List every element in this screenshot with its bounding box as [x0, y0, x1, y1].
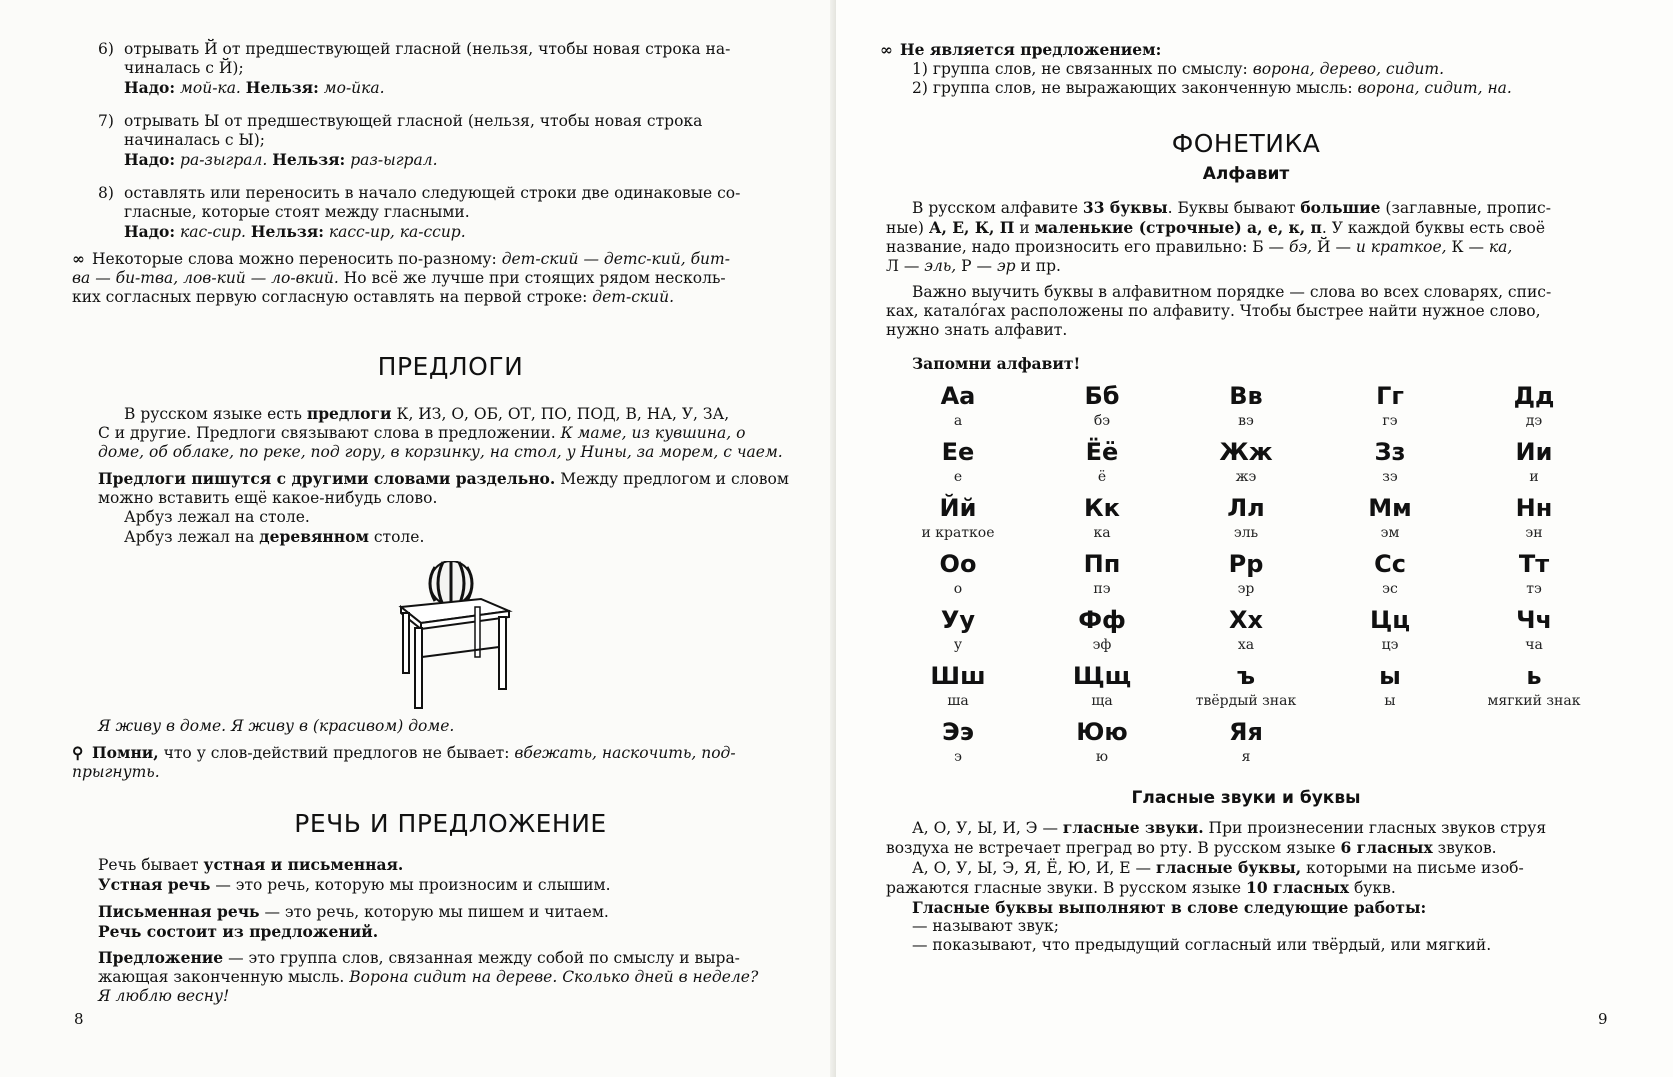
alphabet-letter: Ээ [942, 718, 974, 746]
alphabet-letter: Уу [940, 606, 976, 634]
sentence-definition: Предложение — это группа слов, связанная между собой по смыслу и выра- жающая законченную мысль. Ворона сидит на дереве. Сколько дней в неделе? Я люблю весну! [98, 948, 759, 1005]
alphabet-letter-name: зэ [1382, 469, 1398, 485]
alphabet-letter: Цц [1369, 606, 1411, 634]
alphabet-letter-name: е [953, 469, 963, 485]
rule-example: Надо: мой-ка. Нельзя: мо-йка. [124, 78, 385, 97]
rech-line: Речь состоит из предложений. [98, 922, 379, 941]
alphabet-letter-name: эм [1380, 525, 1400, 541]
alphabet-letter-name: ча [1525, 637, 1543, 653]
alphabet-cell [886, 661, 1030, 711]
section-title-fonetika: ФОНЕТИКА [1171, 129, 1321, 158]
alphabet-letter: Рр [1228, 550, 1264, 578]
alphabet-letter: Яя [1229, 718, 1263, 746]
alphabet-cell [1462, 437, 1606, 487]
alphabet-letter: Юю [1076, 718, 1128, 746]
predlogi-paragraph: В русском языке есть предлоги К, ИЗ, О, ОБ, ОТ, ПО, ПОД, В, НА, У, ЗА, [124, 404, 730, 423]
alphabet-cell [1174, 549, 1318, 599]
alphabet-order-paragraph: Важно выучить буквы в алфавитном порядке — слова во всех словарях, спис- ках, каталóгах расположены по алфавиту. Чтобы быстрее найти нужное слово, нужно знать алфавит. [886, 283, 1552, 339]
alphabet-cell [886, 381, 1030, 431]
alphabet-letter-name: ы [1384, 693, 1396, 709]
alphabet-letter-name: ща [1091, 693, 1113, 709]
alphabet-cell [1174, 717, 1318, 767]
alphabet-letter-name: эс [1382, 581, 1398, 597]
alphabet-letter: Хх [1229, 606, 1263, 634]
alphabet-letter-name: вэ [1238, 413, 1254, 429]
alphabet-letter-name: э [954, 749, 962, 765]
alphabet-letter: Дд [1513, 382, 1555, 410]
alphabet-letter-name: ю [1095, 749, 1109, 765]
alphabet-letter: Щщ [1072, 662, 1132, 690]
alphabet-letter: Мм [1368, 494, 1412, 522]
page-number: 8 [74, 1010, 84, 1028]
rech-line: Речь бывает устная и письменная. [98, 855, 404, 874]
page-number: 9 [1598, 1010, 1608, 1028]
alphabet-letter-name: бэ [1093, 413, 1111, 429]
alphabet-letter: Ии [1515, 438, 1553, 466]
alphabet-cell [1462, 549, 1606, 599]
alphabet-letter: Йй [939, 494, 977, 522]
alphabet-letter: Ее [941, 438, 975, 466]
alphabet-cell [1174, 605, 1318, 655]
not-sentence-head: ∞ Не является предложением: [880, 40, 1162, 59]
alphabet-letter-name: тэ [1526, 581, 1542, 597]
alphabet-letter-name: о [953, 581, 963, 597]
rech-line: Устная речь — это речь, которую мы произносим и слышим. [98, 875, 611, 894]
alphabet-letter-name: ха [1237, 637, 1255, 653]
alphabet-letter-name: твёрдый знак [1195, 693, 1297, 709]
right-column [880, 40, 1606, 955]
alphabet-cell [1174, 437, 1318, 487]
alphabet-letter-name: жэ [1235, 469, 1257, 485]
key-icon: ⚲ [72, 743, 84, 762]
alphabet-letter: Лл [1227, 494, 1265, 522]
rule-example: Надо: кас-сир. Нельзя: касс-ир, ка-ссир. [124, 222, 466, 241]
alphabet-letter-name: цэ [1381, 637, 1399, 653]
alphabet-cell [1030, 493, 1174, 543]
alphabet-paragraph-cont: ные) А, Е, К, П и маленькие (строчные) а, е, к, п. У каждой буквы есть своё название, надо произносить его правильно: Б — бэ, Й — и краткое, К — ка, Л — эль, Р — эр и пр. [886, 218, 1546, 275]
alphabet-letter: ь [1526, 662, 1542, 690]
alphabet-letter: Гг [1376, 382, 1404, 410]
vowel-sounds-paragraph: А, О, У, Ы, И, Э — гласные звуки. При произнесении гласных звуков струя [912, 818, 1547, 837]
example-line: Арбуз лежал на столе. [124, 508, 310, 526]
alphabet-letter-name: эн [1525, 525, 1543, 541]
alphabet-cell [1030, 717, 1174, 767]
remember-note: ⚲ Помни, что у слов-действий предлогов не бывает: вбежать, наскочить, под- прыгнуть. [72, 743, 736, 781]
alphabet-letter-name: гэ [1382, 413, 1398, 429]
example-line: Арбуз лежал на деревянном столе. [124, 527, 425, 546]
not-sentence-item: 1) группа слов, не связанных по смыслу: ворона, дерево, сидит. [912, 60, 1445, 78]
alphabet-cell [1462, 605, 1606, 655]
alphabet-cell [1030, 605, 1174, 655]
alphabet-letter-name: ё [1097, 469, 1107, 485]
alphabet-letter: Чч [1516, 606, 1552, 634]
hyphen-note: ∞ Некоторые слова можно переносить по-разному: дет-ский — детс-кий, бит- ва — би-тва, лов-кий — ло-вкий. Но всё же лучше при стоящих рядом несколь- ких согласных первую согласную оставлять на первой строке: дет-ский. [72, 249, 730, 306]
section-title-rech: РЕЧЬ И ПРЕДЛОЖЕНИЕ [294, 809, 607, 838]
predlogi-rule: Предлоги пишутся с другими словами раздельно. Между предлогом и словом можно вставить ещё какое-нибудь слово. [98, 469, 789, 507]
vowel-letters-paragraph-cont: ражаются гласные звуки. В русском языке 10 гласных букв. [886, 878, 1396, 897]
left-column [72, 40, 803, 1006]
alphabet-letter: ы [1379, 662, 1401, 690]
list-item: — показывают, что предыдущий согласный или твёрдый, или мягкий. [912, 936, 1492, 954]
alphabet-paragraph: В русском алфавите 33 буквы. Буквы бывают большие (заглавные, пропис- [912, 198, 1551, 217]
alphabet-letter-name: ша [947, 693, 969, 709]
alphabet-letter: Пп [1083, 550, 1121, 578]
alphabet-cell [1174, 493, 1318, 543]
alphabet-letter-name: эф [1092, 637, 1112, 653]
alphabet-cell [886, 605, 1030, 655]
alphabet-letter: Сс [1374, 550, 1406, 578]
rule-number: 8) [98, 184, 114, 202]
alphabet-letter-name: ка [1093, 525, 1111, 541]
alphabet-cell [1318, 437, 1462, 487]
alphabet-cell [886, 549, 1030, 599]
alphabet-letter: Зз [1374, 438, 1406, 466]
alphabet-letter: ъ [1236, 662, 1256, 690]
alphabet-letter: Бб [1084, 382, 1120, 410]
alphabet-cell [1318, 493, 1462, 543]
alphabet-letter: Тт [1518, 550, 1550, 578]
subsection-title-vowels: Гласные звуки и буквы [1131, 788, 1361, 808]
alphabet-letter: Жж [1219, 438, 1273, 466]
list-item: — называют звук; [912, 917, 1059, 935]
alphabet-cell [1030, 381, 1174, 431]
alphabet-letter: Оо [939, 550, 977, 578]
rule-number: 6) [98, 40, 114, 58]
alphabet-letter-name: дэ [1525, 413, 1543, 429]
rule-example: Надо: ра-зыграл. Нельзя: раз-ыграл. [124, 150, 438, 169]
alphabet-grid [886, 381, 1606, 767]
table-icon [371, 561, 531, 711]
alphabet-letter-name: и [1529, 469, 1539, 485]
alphabet-letter-name: у [953, 637, 963, 653]
alphabet-cell [1030, 661, 1174, 711]
vowel-letters-paragraph: А, О, У, Ы, Э, Я, Ё, Ю, И, Е — гласные буквы, которыми на письме изоб- [912, 858, 1524, 877]
vowel-jobs-list [886, 917, 1606, 955]
alphabet-letter: Фф [1078, 606, 1126, 634]
alphabet-letter-name: эль [1233, 525, 1259, 541]
vowel-jobs-head: Гласные буквы выполняют в слове следующие работы: [912, 898, 1427, 917]
alphabet-cell [1318, 549, 1462, 599]
right-page [836, 0, 1673, 1077]
predlogi-paragraph-cont: С и другие. Предлоги связывают слова в предложении. К маме, из кувшина, о доме, об облаке, по реке, под гору, в корзинку, на стол, у Нины, за морем, с чаем. [98, 424, 783, 461]
alphabet-cell [886, 493, 1030, 543]
alphabet-cell [1462, 661, 1606, 711]
vowel-sounds-paragraph-cont: воздуха не встречает преград во рту. В русском языке 6 гласных звуков. [886, 838, 1497, 857]
alphabet-letter: Вв [1229, 382, 1263, 410]
alphabet-letter: Шш [930, 662, 986, 690]
alphabet-cell [1030, 549, 1174, 599]
alphabet-cell [1462, 381, 1606, 431]
left-page [0, 0, 836, 1077]
rule-text: отрывать Ы от предшествующей гласной (нельзя, чтобы новая строка начиналась с Ы); [124, 112, 703, 149]
alphabet-cell [886, 717, 1030, 767]
alphabet-cell [1318, 661, 1462, 711]
alphabet-letter: Аа [940, 382, 976, 410]
alphabet-cell [1174, 381, 1318, 431]
watermelon-on-table-illustration [98, 561, 803, 711]
infinity-icon: ∞ [880, 40, 893, 59]
example-italic: Я живу в доме. Я живу в (красивом) доме. [98, 717, 455, 735]
infinity-icon: ∞ [72, 249, 85, 268]
alphabet-letter: Кк [1084, 494, 1120, 522]
alphabet-cell [1318, 381, 1462, 431]
alphabet-letter: Ёё [1085, 438, 1119, 466]
alphabet-letter-name: а [953, 413, 963, 429]
rule-text: оставлять или переносить в начало следующей строки две одинаковые со- гласные, которые стоят между гласными. [124, 184, 741, 221]
rule-text: отрывать Й от предшествующей гласной (нельзя, чтобы новая строка на- чиналась с Й); [124, 40, 731, 77]
alphabet-letter-name: эр [1237, 581, 1255, 597]
rule-6 [98, 40, 803, 98]
rule-number: 7) [98, 112, 114, 130]
alphabet-cell [1318, 605, 1462, 655]
alphabet-letter-name: мягкий знак [1487, 693, 1581, 709]
subsection-title-alphabet: Алфавит [1202, 164, 1290, 184]
alphabet-letter: Нн [1515, 494, 1553, 522]
alphabet-cell [1030, 437, 1174, 487]
rule-7 [98, 112, 803, 170]
remember-alphabet: Запомни алфавит! [912, 354, 1081, 373]
rech-line: Письменная речь — это речь, которую мы пишем и читаем. [98, 902, 609, 921]
alphabet-cell [1174, 661, 1318, 711]
alphabet-letter-name: я [1241, 749, 1251, 765]
alphabet-cell [886, 437, 1030, 487]
alphabet-letter-name: и краткое [921, 525, 995, 541]
not-sentence-item: 2) группа слов, не выражающих законченную мысль: ворона, сидит, на. [912, 79, 1512, 97]
rule-8 [98, 184, 803, 242]
alphabet-letter-name: пэ [1093, 581, 1111, 597]
section-title-predlogi: ПРЕДЛОГИ [377, 352, 524, 381]
alphabet-cell [1462, 493, 1606, 543]
